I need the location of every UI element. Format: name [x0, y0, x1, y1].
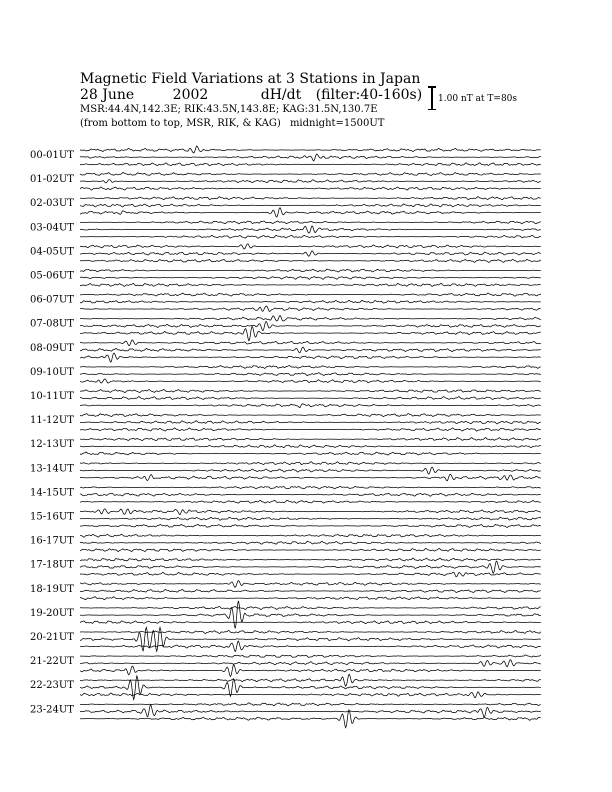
scale-label: 1.00 nT at T=80s	[438, 94, 518, 104]
row-label: 06-07UT	[30, 294, 74, 306]
station-trace	[80, 397, 541, 400]
station-trace	[80, 655, 541, 657]
midnight-note: midnight=1500UT	[289, 118, 385, 129]
station-trace	[80, 428, 541, 431]
station-trace	[80, 404, 541, 408]
station-trace	[80, 353, 541, 362]
row-label: 04-05UT	[30, 246, 74, 258]
station-trace	[80, 534, 541, 537]
station-trace	[80, 204, 541, 207]
station-trace	[80, 197, 541, 200]
station-trace	[80, 607, 541, 610]
station-trace	[80, 251, 541, 256]
station-trace	[80, 493, 541, 496]
station-trace	[80, 500, 541, 503]
row-label: 11-12UT	[30, 415, 74, 427]
station-trace	[80, 221, 541, 224]
row-label: 21-22UT	[30, 656, 74, 668]
station-trace	[80, 601, 541, 629]
station-trace	[80, 621, 541, 624]
station-trace	[80, 379, 541, 383]
station-trace	[80, 630, 541, 633]
station-trace	[80, 235, 541, 238]
station-trace	[80, 326, 541, 341]
station-trace	[80, 347, 541, 353]
station-trace	[80, 467, 541, 474]
station-trace	[80, 590, 541, 593]
row-label: 08-09UT	[30, 342, 74, 354]
station-trace	[80, 373, 541, 376]
row-label: 20-21UT	[30, 632, 74, 643]
station-trace	[80, 277, 541, 280]
station-trace	[80, 692, 541, 698]
station-trace	[80, 154, 541, 161]
row-label: 14-15UT	[30, 487, 74, 499]
quantity-label: dH/dt	[260, 87, 302, 103]
station-trace	[80, 300, 541, 303]
row-label: 09-10UT	[30, 366, 74, 378]
station-trace	[80, 675, 541, 687]
station-trace	[80, 163, 541, 166]
station-trace	[80, 293, 541, 296]
station-trace	[80, 340, 541, 346]
date-year: 2002	[172, 87, 209, 103]
station-trace	[80, 462, 541, 465]
station-trace	[80, 572, 541, 577]
station-trace	[80, 226, 541, 233]
station-trace	[80, 146, 541, 153]
row-label: 15-16UT	[30, 511, 74, 523]
station-trace	[80, 187, 541, 190]
station-coordinates: MSR:44.4N,142.3E; RIK:43.5N,143.8E; KAG:31.5N,130.7E	[80, 104, 378, 115]
station-trace	[80, 486, 541, 489]
station-trace	[80, 474, 541, 481]
station-trace	[80, 438, 541, 441]
station-trace	[80, 259, 541, 262]
row-label: 19-20UT	[30, 607, 74, 619]
station-trace	[80, 517, 541, 520]
row-label: 05-06UT	[30, 270, 74, 282]
row-label: 22-23UT	[30, 680, 74, 692]
station-trace	[80, 548, 541, 551]
row-label: 17-18UT	[30, 559, 74, 571]
row-label: 23-24UT	[30, 704, 74, 716]
station-trace	[80, 705, 541, 717]
station-trace	[80, 445, 541, 448]
station-trace	[80, 269, 541, 272]
station-trace	[80, 558, 541, 561]
station-trace	[80, 315, 541, 321]
station-trace	[80, 306, 541, 312]
station-trace	[80, 561, 541, 573]
station-trace	[80, 208, 541, 217]
row-label: 07-08UT	[30, 318, 74, 330]
row-label: 01-02UT	[30, 174, 74, 186]
order-note: (from bottom to top, MSR, RIK, & KAG)	[80, 118, 281, 129]
station-trace	[80, 172, 541, 175]
station-trace	[80, 660, 541, 667]
station-trace	[80, 421, 541, 424]
station-trace	[80, 180, 541, 183]
chart-title: Magnetic Field Variations at 3 Stations in Japan	[80, 71, 421, 87]
station-trace	[80, 581, 541, 588]
row-label: 10-11UT	[30, 391, 74, 402]
row-label: 00-01UT	[30, 150, 74, 161]
station-trace	[80, 390, 541, 393]
station-trace	[80, 322, 541, 331]
station-trace	[80, 452, 541, 455]
station-trace	[80, 597, 541, 600]
date-day: 28 June	[80, 87, 135, 103]
row-label: 03-04UT	[30, 222, 74, 234]
station-trace	[80, 244, 541, 249]
row-label: 12-13UT	[30, 439, 74, 451]
row-label: 02-03UT	[30, 198, 74, 210]
row-label: 18-19UT	[30, 583, 74, 595]
station-trace	[80, 703, 541, 706]
station-trace	[80, 414, 541, 417]
row-label: 13-14UT	[30, 463, 74, 475]
row-label: 16-17UT	[30, 535, 74, 547]
station-trace	[80, 525, 541, 528]
station-trace	[80, 541, 541, 544]
station-trace	[80, 283, 541, 286]
station-trace	[80, 665, 541, 677]
filter-label: (filter:40-160s)	[315, 87, 423, 103]
station-trace	[80, 509, 541, 515]
station-trace	[80, 365, 541, 368]
